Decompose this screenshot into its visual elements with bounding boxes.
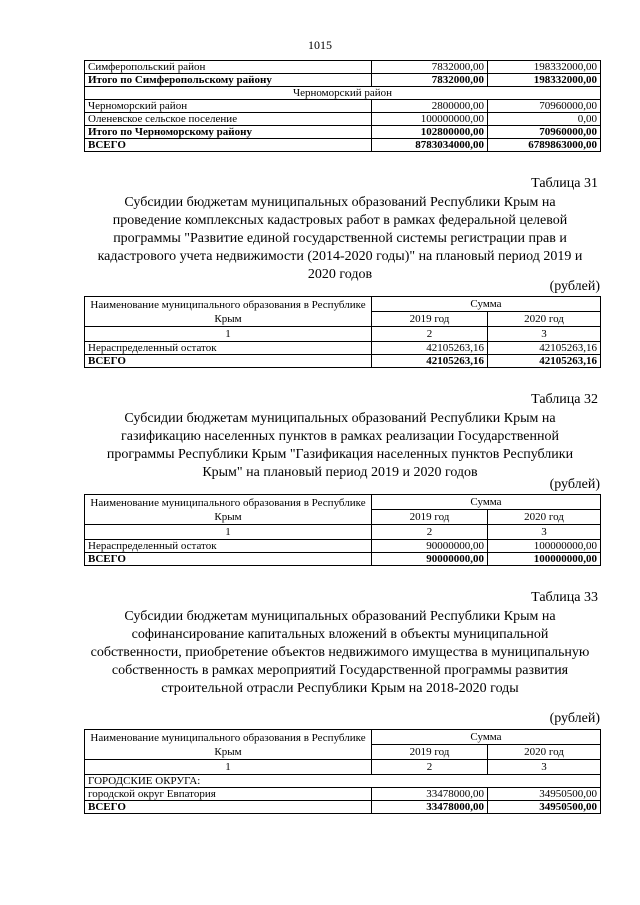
- row-name: Оленевское сельское поселение: [85, 113, 372, 126]
- value-2019: 100000000,00: [372, 113, 488, 126]
- unit-label: (рублей): [549, 279, 600, 294]
- value-2020: 42105263,16: [488, 342, 601, 355]
- value-2019: 90000000,00: [372, 553, 488, 566]
- value-2019: 102800000,00: [372, 126, 488, 139]
- header-sum: Сумма: [372, 297, 601, 312]
- section-title: ГОРОДСКИЕ ОКРУГА:: [85, 775, 601, 788]
- value-2019: 7832000,00: [372, 61, 488, 74]
- value-2020: 34950500,00: [488, 788, 601, 801]
- section-row: [85, 775, 601, 788]
- value-2020: 100000000,00: [488, 553, 601, 566]
- header-2020: 2020 год: [488, 745, 601, 760]
- section-title: Черноморский район: [85, 87, 601, 100]
- value-2020: 198332000,00: [488, 61, 601, 74]
- row-name: Итого по Черноморскому району: [85, 126, 372, 139]
- header-num-2: 2: [372, 760, 488, 775]
- table-row: [85, 100, 601, 113]
- row-name: Симферопольский район: [85, 61, 372, 74]
- value-2020: 70960000,00: [488, 126, 601, 139]
- value-2019: 42105263,16: [372, 355, 488, 368]
- header-num-2: 2: [372, 525, 488, 540]
- total-row: [85, 553, 601, 566]
- table-32-number: Таблица 32: [531, 392, 598, 407]
- row-name: ВСЕГО: [85, 355, 372, 368]
- table-32-title: Субсидии бюджетам муниципальных образований Республики Крым на газификацию населенных пунктов в рамках реализации Государственной программы Республики Крым "Газификация населенных пунктов Республики Крым" на плановый период 2019 и 2020 годов: [106, 411, 574, 480]
- table-33-number: Таблица 33: [531, 590, 598, 605]
- header-2020: 2020 год: [488, 312, 601, 327]
- header-name: Наименование муниципального образования в Республике Крым: [85, 730, 372, 760]
- header-name: Наименование муниципального образования в Республике Крым: [85, 495, 372, 525]
- header-num-1: 1: [85, 327, 372, 342]
- value-2020: 42105263,16: [488, 355, 601, 368]
- value-2019: 7832000,00: [372, 74, 488, 87]
- table-row: [85, 342, 601, 355]
- table-row: [85, 61, 601, 74]
- table-31-number: Таблица 31: [531, 176, 598, 191]
- header-2019: 2019 год: [372, 745, 488, 760]
- row-name: ВСЕГО: [85, 139, 372, 152]
- value-2020: 100000000,00: [488, 540, 601, 553]
- value-2020: 6789863000,00: [488, 139, 601, 152]
- table-32: [84, 494, 601, 566]
- table-31-title: Субсидии бюджетам муниципальных образований Республики Крым на проведение комплексных кадастровых работ в рамках федеральной целевой программы "Развитие единой государственной системы регистрации прав и кадастрового учета недвижимости (2014-2020 годы)" на плановый период 2019 и 2020 годов: [97, 195, 583, 282]
- header-num-3: 3: [488, 525, 601, 540]
- page-number: 1015: [308, 38, 332, 52]
- value-2019: 8783034000,00: [372, 139, 488, 152]
- section-row: [85, 87, 601, 100]
- row-name: ВСЕГО: [85, 553, 372, 566]
- value-2020: 198332000,00: [488, 74, 601, 87]
- top-table: [84, 60, 601, 152]
- header-sum: Сумма: [372, 495, 601, 510]
- table-33-title: Субсидии бюджетам муниципальных образований Республики Крым на софинансирование капитальных вложений в объекты муниципальной собственности, приобретение объектов недвижимого имущества в муниципальную собственность в рамках мероприятий Государственной программы развития строительной отрасли Республики Крым на 2018-2020 годы: [90, 609, 590, 696]
- header-sum: Сумма: [372, 730, 601, 745]
- header-num-1: 1: [85, 760, 372, 775]
- header-2019: 2019 год: [372, 510, 488, 525]
- value-2019: 33478000,00: [372, 801, 488, 814]
- table-33: [84, 729, 601, 814]
- row-name: ВСЕГО: [85, 801, 372, 814]
- header-num-3: 3: [488, 760, 601, 775]
- unit-label: (рублей): [549, 711, 600, 726]
- value-2020: 70960000,00: [488, 100, 601, 113]
- unit-label: (рублей): [549, 477, 600, 492]
- header-2020: 2020 год: [488, 510, 601, 525]
- value-2019: 90000000,00: [372, 540, 488, 553]
- row-name: Черноморский район: [85, 100, 372, 113]
- header-num-3: 3: [488, 327, 601, 342]
- total-row: [85, 139, 601, 152]
- table-row: [85, 540, 601, 553]
- value-2019: 33478000,00: [372, 788, 488, 801]
- value-2019: 42105263,16: [372, 342, 488, 355]
- row-name: Нераспределенный остаток: [85, 342, 372, 355]
- header-2019: 2019 год: [372, 312, 488, 327]
- row-name: городской округ Евпатория: [85, 788, 372, 801]
- value-2020: 0,00: [488, 113, 601, 126]
- header-name: Наименование муниципального образования в Республике Крым: [85, 297, 372, 327]
- table-31: [84, 296, 601, 368]
- value-2019: 2800000,00: [372, 100, 488, 113]
- table-row: [85, 74, 601, 87]
- header-num-2: 2: [372, 327, 488, 342]
- row-name: Нераспределенный остаток: [85, 540, 372, 553]
- total-row: [85, 355, 601, 368]
- table-row: [85, 113, 601, 126]
- table-row: [85, 788, 601, 801]
- table-row: [85, 126, 601, 139]
- total-row: [85, 801, 601, 814]
- header-num-1: 1: [85, 525, 372, 540]
- value-2020: 34950500,00: [488, 801, 601, 814]
- row-name: Итого по Симферопольскому району: [85, 74, 372, 87]
